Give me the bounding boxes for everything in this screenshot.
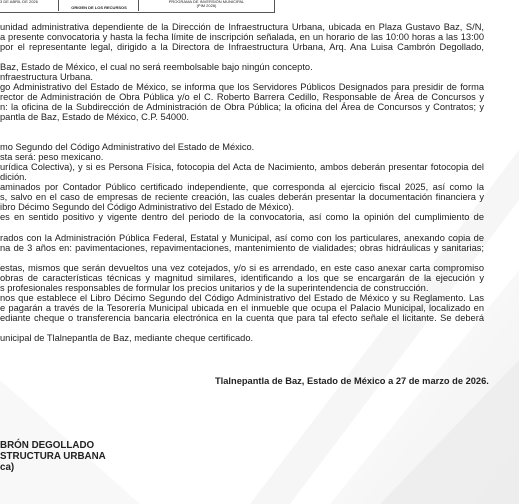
- body-line: unidad administrativa dependiente de la Dirección de Infraestructura Urbana, ubicada en Plaza Gustavo Baz, S/N,: [0, 22, 484, 32]
- signature-name: BRÓN DEGOLLADO: [0, 440, 95, 451]
- header-table: [0, 0, 275, 13]
- body-line: go Administrativo del Estado de México, se informa que los Servidores Públicos Designados para presidir de forma: [0, 82, 484, 92]
- program-code: (PIM 2026): [196, 3, 217, 8]
- body-line: rados con la Administración Pública Federal, Estatal y Municipal, así como con los particulares, anexando copia de: [0, 233, 484, 243]
- signature-suffix: ca): [0, 462, 15, 473]
- body-line: s, salvo en el caso de empresas de reciente creación, las cuales deberán presentar la documentación financiera y: [0, 192, 484, 202]
- body-line: e pagarán a través de la Tesorería Municipal ubicada en el inmueble que ocupa el Palacio Municipal, localizado en: [0, 303, 484, 313]
- table-program-cell: [138, 0, 274, 11]
- body-line: n: la oficina de la Subdirección de Administración de Obra Pública; la oficina del Área de Concursos y Contratos; y: [0, 102, 484, 112]
- body-line: ediante cheque o transferencia bancaria electrónica en la cuenta que para tal efecto señale el licitante. Se deberá: [0, 313, 484, 323]
- body-line: aminados por Contador Público certificado independiente, que corresponda al ejercicio fiscal 2025, así como la: [0, 182, 484, 192]
- signature-title: STRUCTURA URBANA: [0, 451, 106, 462]
- table-label-cell: [58, 0, 139, 11]
- body-line: rector de Administración de Obra Pública y/o el C. Roberto Barrera Cedillo, Responsable de Área de Concursos y: [0, 92, 484, 102]
- body-line: estas, mismos que serán devueltos una vez cotejados, y/o si es arrendado, en este caso anexar carta compromiso: [0, 263, 484, 273]
- body-line: nfraestructura Urbana.: [0, 72, 94, 82]
- body-line: na de 3 años en: pavimentaciones, repavimentaciones, mantenimiento de vialidades; obras hidráulicas y sanitarias;: [0, 243, 484, 253]
- body-line: es en sentido positivo y vigente dentro del periodo de la convocatoria, así como la opinión del cumplimiento de: [0, 212, 484, 222]
- body-line: por el representante legal, dirigido a la Directora de Infraestructura Urbana, Arq. Ana Luisa Cambrón Degollado,: [0, 42, 484, 52]
- body-line: sta será: peso mexicano.: [0, 152, 104, 162]
- body-line: nos que establece el Libro Décimo Segundo del Código Administrativo del Estado de México y su Reglamento. Las: [0, 293, 484, 303]
- origin-label: ORIGEN DE LOS RECURSOS: [71, 5, 127, 10]
- body-line: s profesionales responsables de formular los precios unitarios y de la superintendencia de construcción.: [0, 283, 429, 293]
- body-line: Baz, Estado de México, el cual no será reembolsable bajo ningún concepto.: [0, 62, 313, 72]
- body-line: urídica Colectiva), y si es Persona Física, fotocopia del Acta de Nacimiento, ambos deberán presentar fotocopia del: [0, 162, 484, 172]
- body-line: dición.: [0, 172, 27, 182]
- body-line: ibro Décimo Segundo del Código Administrativo del Estado de México).: [0, 202, 295, 212]
- table-date-fragment: 3 DE ABRIL DE 2026: [0, 0, 38, 4]
- date-line: Tlalnepantla de Baz, Estado de México a 27 de marzo de 2026.: [215, 376, 489, 386]
- body-line: unicipal de Tlalnepantla de Baz, mediante cheque certificado.: [0, 333, 254, 343]
- table-date-cell: [0, 0, 58, 11]
- body-line: pantla de Baz, Estado de México, C.P. 54000.: [0, 112, 189, 122]
- body-line: obras de características técnicas y magnitud similares, identificando a los que se encargarán de la ejecución y: [0, 273, 484, 283]
- body-line: mo Segundo del Código Administrativo del Estado de México.: [0, 142, 255, 152]
- program-label: PROGRAMA DE INVERSIÓN MUNICIPAL: [168, 0, 245, 4]
- body-line: a presente convocatoria y hasta la fecha límite de inscripción señalada, en un horario de las 10:00 horas a las 13:00: [0, 32, 484, 42]
